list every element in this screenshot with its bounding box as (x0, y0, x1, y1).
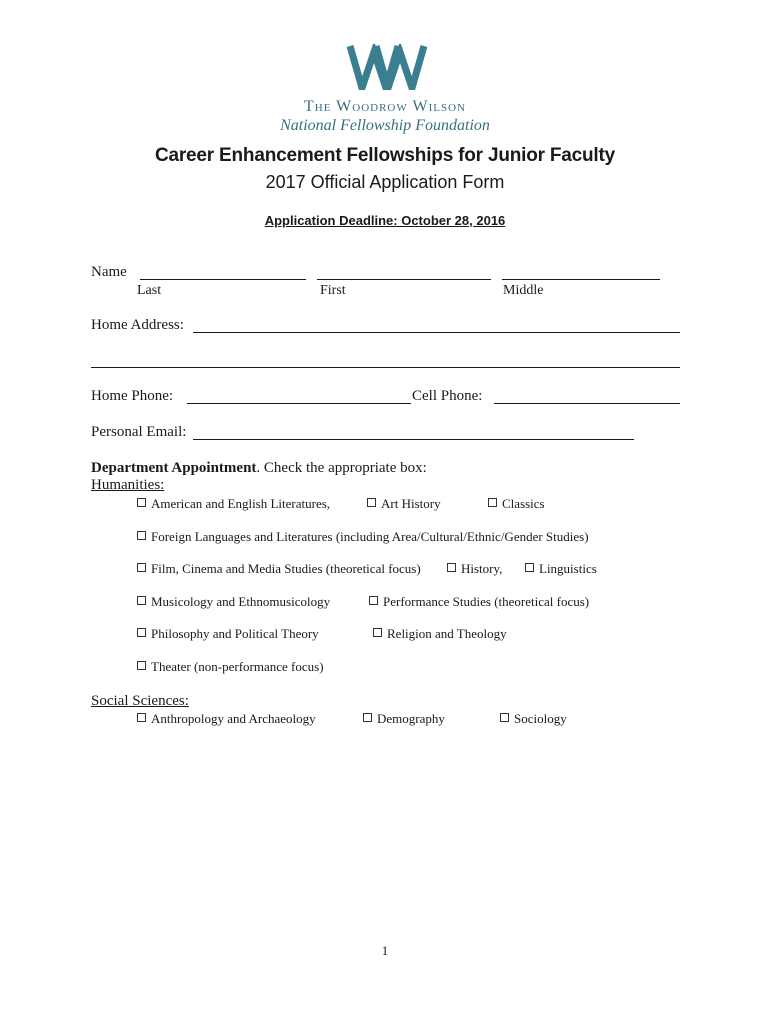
checkbox-icon (137, 596, 146, 605)
page-subtitle: 2017 Official Application Form (265, 172, 505, 192)
first-name-caption: First (320, 283, 346, 298)
checkbox-performance-studies[interactable] (369, 594, 589, 610)
option-label: Theater (non-performance focus) (151, 659, 324, 674)
humanities-heading: Humanities: (91, 477, 165, 493)
option-label: Sociology (514, 711, 567, 726)
checkbox-icon (363, 713, 372, 722)
option-label: Musicology and Ethnomusicology (151, 594, 331, 609)
home-address-field-line2[interactable] (91, 367, 680, 368)
checkbox-musicology[interactable] (137, 594, 330, 610)
option-label: Art History (381, 496, 441, 511)
checkbox-icon (137, 563, 146, 572)
department-label: Department Appointment (91, 460, 257, 476)
department-instruction: . Check the appropriate box: (256, 460, 427, 476)
checkbox-american-english-literatures[interactable] (137, 496, 330, 512)
option-label: Classics (502, 496, 545, 511)
application-deadline: Application Deadline: October 28, 2016 (264, 213, 506, 228)
checkbox-icon (137, 713, 146, 722)
option-label: Religion and Theology (387, 626, 507, 641)
middle-name-caption: Middle (503, 283, 544, 298)
cell-phone-label: Cell Phone: (412, 388, 483, 404)
home-phone-label: Home Phone: (91, 388, 174, 404)
checkbox-icon (488, 498, 497, 507)
social-sciences-heading: Social Sciences: (91, 693, 189, 709)
checkbox-religion-theology[interactable] (373, 626, 507, 642)
cell-phone-field[interactable] (494, 403, 680, 404)
org-name-line1: The Woodrow Wilson (304, 98, 466, 115)
option-label: Foreign Languages and Literatures (including Area/Cultural/Ethnic/Gender Studies) (151, 529, 589, 544)
option-label: History, (461, 561, 503, 576)
option-label: Performance Studies (theoretical focus) (383, 594, 590, 609)
home-address-field[interactable] (193, 332, 680, 333)
checkbox-icon (367, 498, 376, 507)
foundation-logo-icon (346, 44, 428, 90)
option-label: Philosophy and Political Theory (151, 626, 319, 641)
checkbox-icon (137, 531, 146, 540)
org-name-line2: National Fellowship Foundation (280, 117, 490, 134)
checkbox-theater[interactable] (137, 659, 324, 675)
checkbox-philosophy-political-theory[interactable] (137, 626, 319, 642)
first-name-field[interactable] (317, 279, 491, 280)
checkbox-art-history[interactable] (367, 496, 441, 512)
checkbox-classics[interactable] (488, 496, 545, 512)
checkbox-icon (500, 713, 509, 722)
checkbox-history[interactable] (447, 561, 502, 577)
checkbox-foreign-languages[interactable] (137, 529, 589, 545)
page-title: Career Enhancement Fellowships for Junior Faculty (154, 145, 616, 166)
option-label: American and English Literatures, (151, 496, 331, 511)
option-label: Film, Cinema and Media Studies (theoretical focus) (151, 561, 421, 576)
checkbox-icon (137, 661, 146, 670)
checkbox-icon (373, 628, 382, 637)
last-name-field[interactable] (140, 279, 306, 280)
checkbox-film-cinema-media[interactable] (137, 561, 421, 577)
home-address-label: Home Address: (91, 317, 184, 333)
home-phone-field[interactable] (187, 403, 411, 404)
checkbox-icon (447, 563, 456, 572)
last-name-caption: Last (137, 283, 162, 298)
page-number: 1 (381, 943, 389, 958)
checkbox-icon (137, 498, 146, 507)
checkbox-sociology[interactable] (500, 711, 567, 727)
option-label: Linguistics (539, 561, 597, 576)
checkbox-linguistics[interactable] (525, 561, 597, 577)
option-label: Anthropology and Archaeology (151, 711, 316, 726)
checkbox-icon (369, 596, 378, 605)
checkbox-icon (525, 563, 534, 572)
option-label: Demography (377, 711, 445, 726)
name-label: Name (91, 264, 127, 280)
personal-email-label: Personal Email: (91, 424, 187, 440)
checkbox-demography[interactable] (363, 711, 445, 727)
department-heading (91, 460, 427, 477)
checkbox-icon (137, 628, 146, 637)
middle-name-field[interactable] (502, 279, 660, 280)
checkbox-anthropology-archaeology[interactable] (137, 711, 316, 727)
personal-email-field[interactable] (193, 439, 634, 440)
